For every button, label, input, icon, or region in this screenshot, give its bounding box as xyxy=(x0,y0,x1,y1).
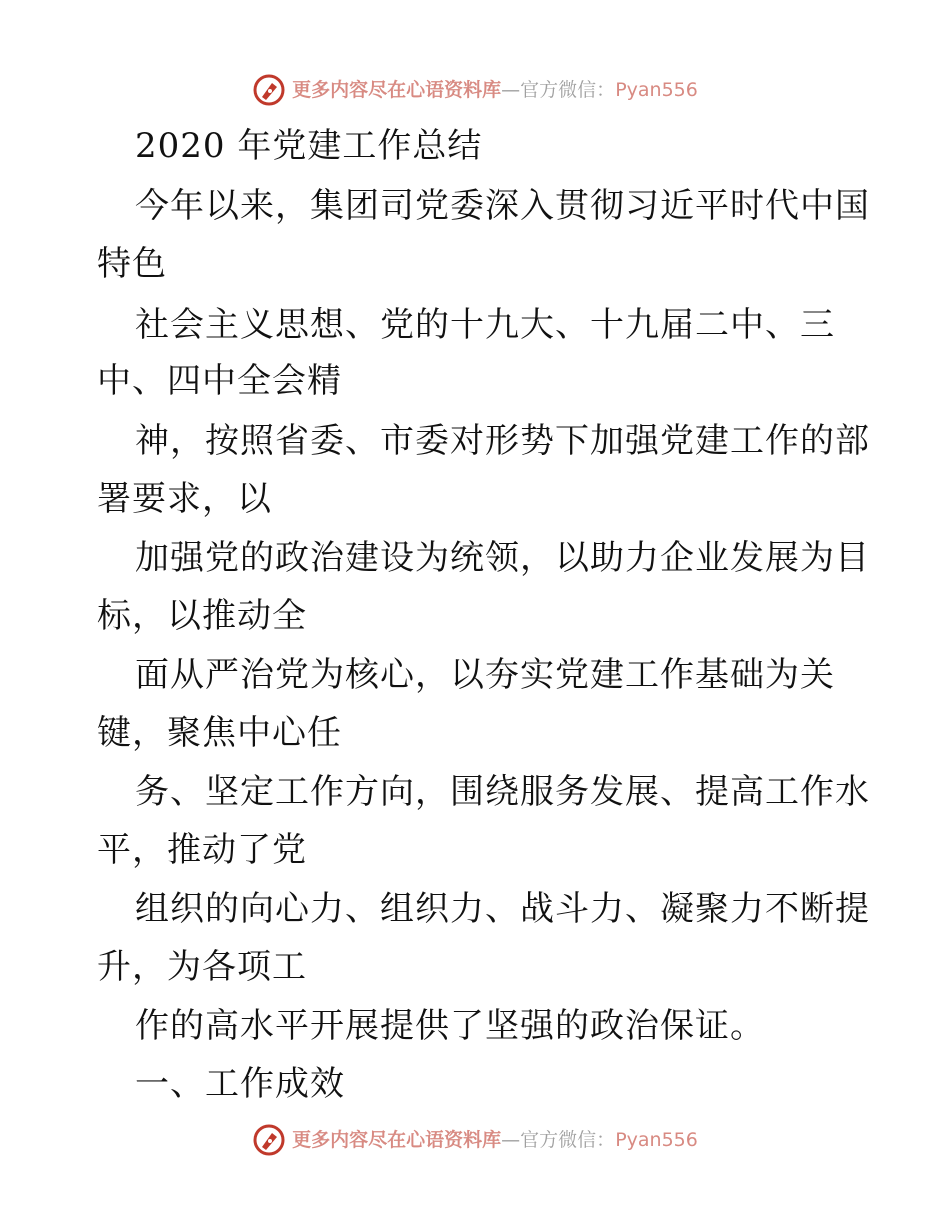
watermark-lead: 更多内容尽在心语资料库 xyxy=(292,78,502,101)
paragraph-line: 升，为各项工 xyxy=(97,947,307,987)
watermark-banner-bottom xyxy=(0,1120,950,1160)
paragraph-line: 神，按照省委、市委对形势下加强党建工作的部 xyxy=(135,421,870,461)
paragraph-line: 加强党的政治建设为统领，以助力企业发展为目 xyxy=(135,538,870,578)
paragraph-line: 署要求，以 xyxy=(97,479,272,519)
watermark-official: 官方微信： xyxy=(520,78,616,101)
paragraph-line: 平，推动了党 xyxy=(97,830,307,870)
paragraph-line: 标，以推动全 xyxy=(97,596,307,636)
watermark-text xyxy=(292,1128,698,1151)
paragraph-line: 今年以来，集团司党委深入贯彻习近平时代中国 xyxy=(135,186,870,226)
paragraph-line: 作的高水平开展提供了坚强的政治保证。 xyxy=(135,1006,765,1046)
paragraph-line: 中、四中全会精 xyxy=(97,361,342,401)
document-title: 2020 年党建工作总结 xyxy=(135,126,483,166)
paragraph-line: 键，聚焦中心任 xyxy=(97,713,342,753)
watermark-wechat-id: Pyan556 xyxy=(615,1128,698,1151)
paragraph-line: 社会主义思想、党的十九大、十九届二中、三 xyxy=(135,305,835,345)
pen-nib-logo-icon xyxy=(252,73,286,107)
paragraph-line: 组织的向心力、组织力、战斗力、凝聚力不断提 xyxy=(135,889,870,929)
section-heading: 一、工作成效 xyxy=(135,1064,345,1104)
watermark-banner-top xyxy=(0,70,950,110)
paragraph-line: 务、坚定工作方向，围绕服务发展、提高工作水 xyxy=(135,772,870,812)
watermark-text xyxy=(292,78,698,101)
paragraph-line: 面从严治党为核心，以夯实党建工作基础为关 xyxy=(135,655,835,695)
watermark-wechat-id: Pyan556 xyxy=(615,78,698,101)
pen-nib-logo-icon xyxy=(252,1123,286,1157)
watermark-dash: — xyxy=(501,1128,521,1151)
watermark-official: 官方微信： xyxy=(520,1128,616,1151)
paragraph-line: 特色 xyxy=(97,244,167,284)
watermark-lead: 更多内容尽在心语资料库 xyxy=(292,1128,502,1151)
watermark-dash: — xyxy=(501,78,521,101)
